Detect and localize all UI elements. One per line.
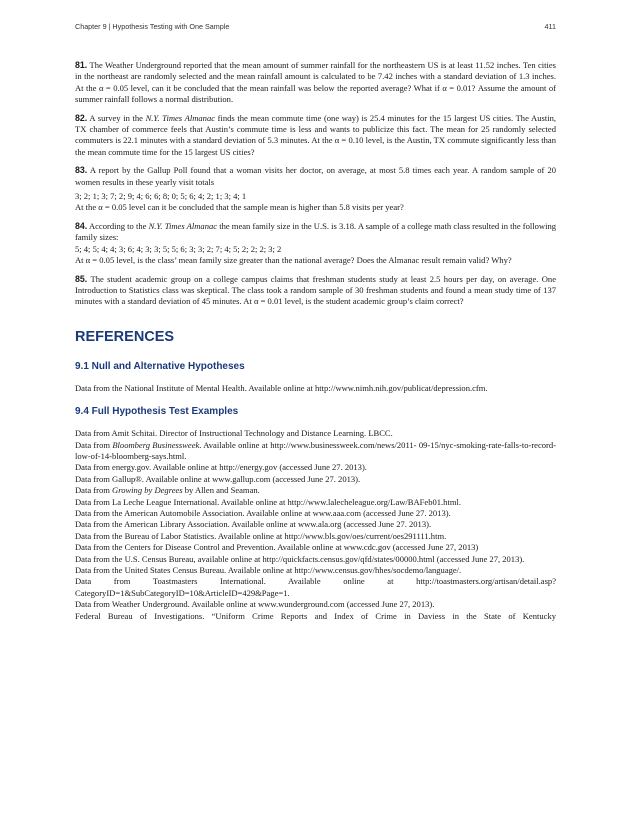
exercise-number: 81. xyxy=(75,60,88,70)
references-heading: REFERENCES xyxy=(75,328,175,345)
exercise-number: 84. xyxy=(75,220,88,231)
reference-entry xyxy=(75,440,556,463)
reference-entry: Data from La Leche League International. Available online at http://www.lalecheleague.org/Law/BAFeb01.html. xyxy=(75,496,461,507)
exercise-text-end: the mean family size in the U.S. is 3.18. A sample of a college math class resulted in the following family sizes: xyxy=(75,220,557,243)
exercise-text-start: According to the xyxy=(88,220,149,231)
exercise-question: At the α = 0.05 level can it be concluded that the sample mean is higher than 5.8 visits per year? xyxy=(75,202,404,213)
chapter-title: Chapter 9 | Hypothesis Testing with One Sample xyxy=(75,22,230,31)
section-heading-9-1: 9.1 Null and Alternative Hypotheses xyxy=(75,360,245,372)
exercise-84 xyxy=(75,221,556,267)
page-content xyxy=(75,60,556,622)
exercise-text: The student academic group on a college campus claims that freshman students study at least 2.5 hours per day, on average. One Introduction to Statistics class was skeptical. The class took a random sample of 30 freshman students and found a mean study time of 137 minutes with a standard deviation of 45 minutes. At α = 0.01 level, is the student academic group’s claim correct? xyxy=(75,273,556,307)
reference-text-end: by Allen and Seaman. xyxy=(182,485,260,496)
exercise-85 xyxy=(75,274,556,308)
reference-entry: Data from the American Library Association. Available online at www.ala.org (accessed June 27. 2013). xyxy=(75,519,432,530)
reference-text-start: Data from xyxy=(75,439,113,450)
running-header xyxy=(75,22,556,31)
reference-entry: Data from Amit Schitai. Director of Instructional Technology and Distance Learning. LBCC. xyxy=(75,428,393,439)
reference-text-start: Data from xyxy=(75,485,113,496)
exercise-number: 85. xyxy=(75,273,88,284)
reference-entry: Data from energy.gov. Available online at http://energy.gov (accessed June 27. 2013). xyxy=(75,462,367,473)
exercise-81 xyxy=(75,60,556,106)
exercise-text: A report by the Gallup Poll found that a woman visits her doctor, on average, at most 5.8 times each year. A random sample of 20 women results in these yearly visit totals xyxy=(75,165,556,187)
reference-entry: Data from the National Institute of Mental Health. Available online at http://www.nimh.nih.gov/publicat/depression.cfm. xyxy=(75,382,488,393)
reference-entry: Data from the Centers for Disease Control and Prevention. Available online at www.cdc.gov (accessed June 27, 2013) xyxy=(75,542,479,553)
reference-entry: Federal Bureau of Investigations. “Uniform Crime Reports and Index of Crime in Daviess in the State of Kentucky xyxy=(75,610,556,621)
publication-title: Bloomberg Businessweek xyxy=(112,439,200,450)
reference-entry xyxy=(75,485,556,496)
sample-data: 5; 4; 5; 4; 4; 3; 6; 4; 3; 3; 5; 5; 6; 3; 3; 2; 7; 4; 5; 2; 2; 2; 3; 2 xyxy=(75,243,282,254)
section-heading-9-4: 9.4 Full Hypothesis Test Examples xyxy=(75,406,239,418)
exercise-text-end: finds the mean commute time (one way) is 25.4 minutes for the 15 largest US cities. The Austin, TX chamber of commerce feels that Austin’s commute time is less and wants to publicize this fact. The mean for 25 randomly selected commuters is 22.1 minutes with a standard deviation of 5.3 minutes. At the α = 0.10 level, is the Austin, TX commute significantly less than the mean commute time for the 15 largest US cities? xyxy=(75,112,556,157)
reference-entry: Data from the Bureau of Labor Statistics. Available online at http://www.bls.gov/oes/current/oes291111.htm. xyxy=(75,530,447,541)
section-spacer xyxy=(75,394,556,405)
exercise-text-start: A survey in the xyxy=(89,112,146,123)
reference-text-end: . Available online at http://www.businessweek.com/news/2011- 09-15/nyc-smoking-rate-falls-to-record-low-of-14-bloomberg-says.html. xyxy=(75,439,556,461)
exercise-83 xyxy=(75,165,556,214)
exercise-question: At α = 0.05 level, is the class’ mean family size greater than the national average? Does the Almanac result remain valid? Why? xyxy=(75,255,512,266)
publication-title: N.Y. Times Almanac xyxy=(145,112,216,123)
reference-line: detail.asp?CategoryID=1&SubCategoryID=10&ArticleID=429&Page=1. xyxy=(75,576,556,598)
reference-entry: Data from Gallup®. Available online at www.gallup.com (accessed June 27. 2013). xyxy=(75,473,361,484)
reference-entry: Data from the U.S. Census Bureau, available online at http://quickfacts.census.gov/qfd/states/00000.html (accessed June 27, 2013). xyxy=(75,553,525,564)
reference-line: Data from Toastmasters International. Available online at http://toastmasters.org/artisan/ xyxy=(75,576,520,587)
publication-title: N.Y. Times Almanac xyxy=(148,220,218,231)
reference-entry: Data from the United States Census Bureau. Available online at http://www.census.gov/hhes/socdemo/language/. xyxy=(75,565,462,575)
exercise-text: The Weather Underground reported that the mean amount of summer rainfall for the northeastern US is at least 11.52 inches. Ten cities in the northeast are randomly selected and the mean rainfall amount is calculated to be 7.42 inches with a standard deviation of 1.3 inches. At the α = 0.05 level, can it be concluded that the mean rainfall was below the reported average? What if α = 0.01? Assume the amount of summer rainfall follows a normal distribution. xyxy=(75,60,557,105)
reference-entry: Data from the American Automobile Association. Available online at www.aaa.com (accessed June 27. 2013). xyxy=(75,507,451,518)
exercise-number: 82. xyxy=(75,112,88,123)
reference-entry xyxy=(75,576,556,599)
exercise-82 xyxy=(75,113,556,159)
page-number: 411 xyxy=(544,22,556,31)
sample-data: 3; 2; 1; 3; 7; 2; 9; 4; 6; 6; 8; 0; 5; 6; 4; 2; 1; 3; 4; 1 xyxy=(75,191,247,202)
publication-title: Growing by Degrees xyxy=(112,485,183,496)
exercise-number: 83. xyxy=(75,165,88,176)
reference-entry: Data from Weather Underground. Available online at www.wunderground.com (accessed June 27, 2013). xyxy=(75,599,435,610)
